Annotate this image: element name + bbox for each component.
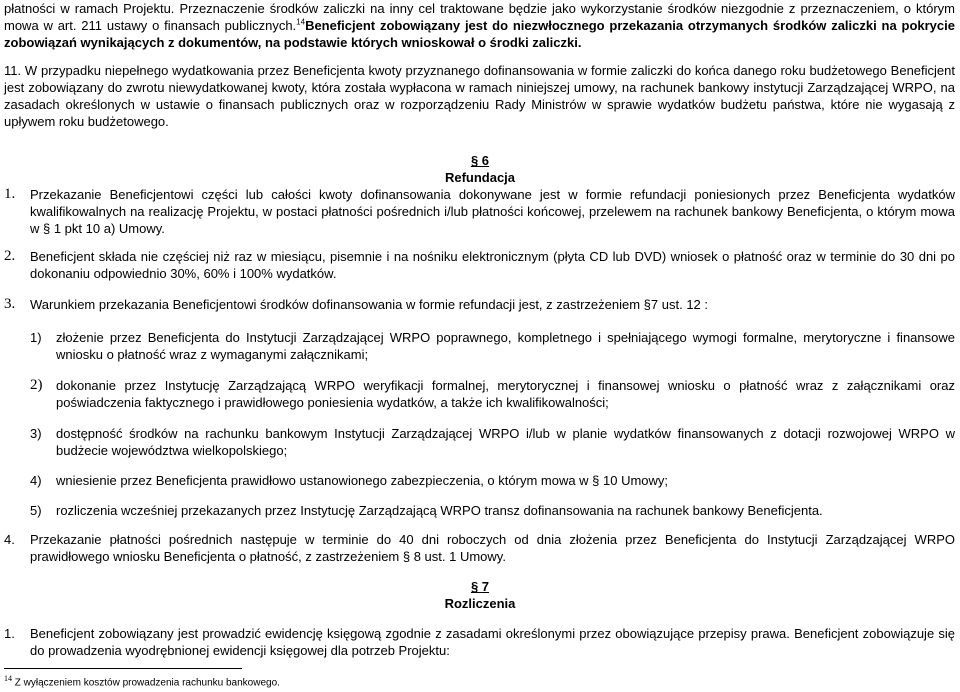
paragraph-11-text: W przypadku niepełnego wydatkowania przez Beneficjenta kwoty przyznanego dofinansowania w formie zaliczki do końca danego roku budżetowego Beneficjent jest zobowiązany do zwrotu niewydatkowanej kwoty, która została wypłacona w ramach niniejszej umowy, na rachunek bankowy instytucji Zarządzającej WRPO, na zasadach określonych w ustawie o finansach publicznych oraz w rozporządzeniu Rady Ministrów w sprawie wydatków budżetu państwa, które nie wygasają z upływem roku budżetowego. <box>4 63 955 129</box>
subitem-text: rozliczenia wcześniej przekazanych przez Instytucję Zarządzającą WRPO transz dofinansowania na rachunek bankowy Beneficjenta. <box>56 503 823 518</box>
section-6-item-2 <box>4 248 955 282</box>
subitem-3 <box>30 425 955 459</box>
section-6-sign-number: § 6 <box>470 153 490 168</box>
subitem-number: 4) <box>30 473 42 488</box>
subitem-text: dostępność środków na rachunku bankowym Instytucji Zarządzającej WRPO i/lub w planie wydatków finansowanych z dotacji rozwojowej WRPO w budżecie województwa wielkopolskiego; <box>56 426 955 458</box>
section-6-item-4 <box>4 531 955 565</box>
footnote-reference[interactable]: 14 <box>296 17 306 27</box>
section-7-sign-number: § 7 <box>470 579 490 594</box>
item-number: 1. <box>4 186 16 202</box>
subitem-number: 2) <box>30 377 43 393</box>
subitem-2 <box>30 377 955 411</box>
paragraph-11-number: 11. <box>4 63 22 78</box>
subitem-text: dokonanie przez Instytucję Zarządzającą WRPO weryfikacji formalnej, merytorycznej i finansowej wniosku o płatność wraz z załącznikami oraz poświadczenia faktycznego i prawidłowego poniesienia wydatków, a także ich kwalifikowalności; <box>56 378 955 410</box>
item-number: 3. <box>4 296 16 312</box>
section-6-number <box>0 152 960 169</box>
subitem-1 <box>30 329 955 363</box>
section-6-title: Refundacja <box>444 170 516 185</box>
footnote-number: 14 <box>4 674 12 683</box>
paragraph-11 <box>4 62 955 130</box>
item-number: 4. <box>4 532 15 547</box>
footnote-separator <box>4 668 242 669</box>
paragraph-continuation <box>4 0 955 51</box>
subitem-number: 5) <box>30 503 42 518</box>
subitem-5 <box>30 502 955 519</box>
item-text: Warunkiem przekazania Beneficjentowi środków dofinansowania w formie refundacji jest, z zastrzeżeniem §7 ust. 12 : <box>30 297 709 312</box>
item-text: Przekazanie Beneficjentowi części lub całości kwoty dofinansowania dokonywane jest w formie refundacji poniesionych przez Beneficjenta wydatków kwalifikowalnych na realizację Projektu, w postaci płatności pośrednich i/lub płatności końcowej, przelewem na rachunek bankowy Beneficjenta, o którym mowa w § 1 pkt 10 a) Umowy. <box>30 187 955 236</box>
item-text: Przekazanie płatności pośrednich następuje w terminie do 40 dni roboczych od dnia złożenia przez Beneficjenta do Instytucji Zarządzającej WRPO prawidłowego wniosku Beneficjenta o płatność, z zastrzeżeniem § 8 ust. 1 Umowy. <box>30 532 955 564</box>
subitem-text: złożenie przez Beneficjenta do Instytucji Zarządzającej WRPO poprawnego, kompletnego i spełniającego wymogi formalne, merytoryczne i finansowe wniosku o płatność wraz z wymaganymi załącznikami; <box>56 330 955 362</box>
item-text: Beneficjent składa nie częściej niż raz w miesiącu, pisemnie i na nośniku elektronicznym (płyta CD lub DVD) wniosek o płatność oraz w terminie do 30 dni po dokonaniu odpowiednio 30%, 60% i 100% wydatków. <box>30 249 955 281</box>
continuation-line-1: płatności w ramach Projektu. Przeznaczenie środków zaliczki na inny cel traktowane będzie jako wykorzystanie środków niezgodnie z przeznaczeniem, o <box>4 1 911 16</box>
subitem-number: 3) <box>30 426 42 441</box>
bold-obligation-text: Beneficjent zobowiązany jest do niezwłocznego przekazania otrzymanych środków zaliczki na pokrycie zobowiązań wynikających z dokumentów, na podstawie których wnioskował o środki zaliczki. <box>4 18 955 50</box>
item-text: Beneficjent zobowiązany jest prowadzić ewidencję księgową zgodnie z zasadami określonymi przez obowiązujące przepisy prawa. Beneficjent zobowiązuje się do prowadzenia wyodrębnionej ewidencji księgowej dla potrzeb Projektu: <box>30 626 955 658</box>
section-6-item-3 <box>4 296 955 313</box>
subitem-number: 1) <box>30 330 42 345</box>
item-number: 1. <box>4 626 15 641</box>
subitem-4 <box>30 472 955 489</box>
section-7-number <box>0 578 960 595</box>
footnote-text: Z wyłączeniem kosztów prowadzenia rachunku bankowego. <box>14 677 280 689</box>
section-7-item-1 <box>4 625 955 659</box>
section-6-item-1 <box>4 186 955 237</box>
subitem-text: wniesienie przez Beneficjenta prawidłowo ustanowionego zabezpieczenia, o którym mowa w § 10 Umowy; <box>56 473 669 488</box>
item-number: 2. <box>4 248 16 264</box>
continuation-line-2: którym mowa w art. 211 ustawy o finansach publicznych. <box>4 1 955 33</box>
section-7-title: Rozliczenia <box>444 596 516 611</box>
footnote <box>4 673 280 689</box>
